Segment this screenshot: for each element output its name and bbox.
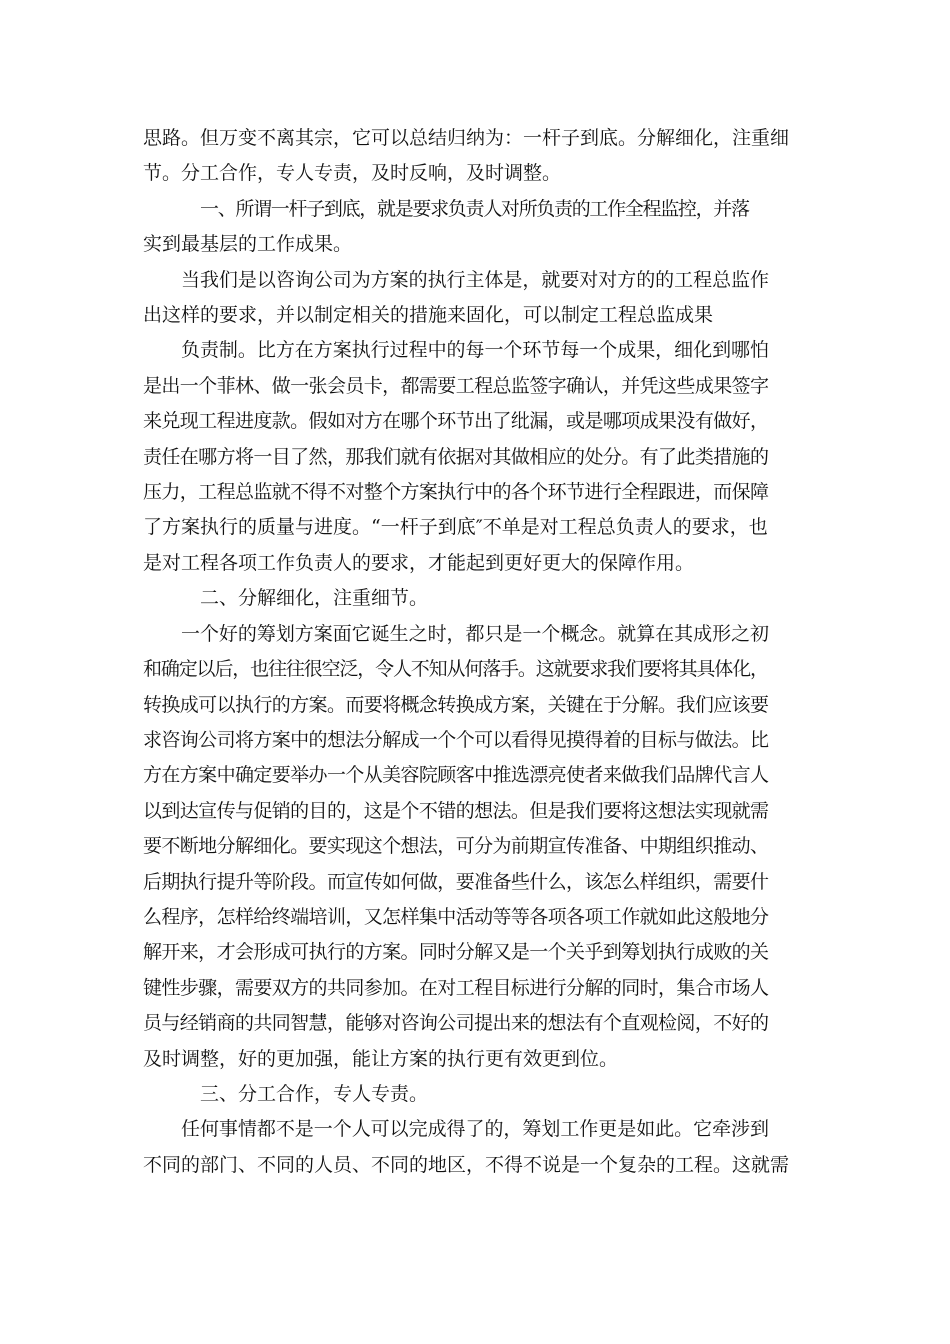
paragraph-p1 <box>143 121 807 192</box>
text-line: 二、分解细化，注重细节。 <box>200 587 429 610</box>
text-line: 解开来，才会形成可执行的方案。同时分解又是一个关乎到筹划执行成败的关 <box>143 941 769 964</box>
text-line: 后期执行提升等阶段。而宣传如何做，要准备些什么，该怎么样组织，需要什 <box>143 870 769 893</box>
text-line: 一个好的筹划方案面它诞生之时，都只是一个概念。就算在其成形之初 <box>181 622 769 645</box>
text-line: 是对工程各项工作负责人的要求，才能起到更好更大的保障作用。 <box>143 551 695 574</box>
text-line: 么程序，怎样给终端培训，又怎样集中活动等等各项各项工作就如此这般地分 <box>143 905 769 928</box>
text-line: 及时调整，好的更加强，能让方案的执行更有效更到位。 <box>143 1047 619 1070</box>
text-line: 实到最基层的工作成果。 <box>143 233 353 256</box>
paragraph-p7 <box>143 1077 807 1112</box>
text-line: 当我们是以咨询公司为方案的执行主体是，就要对对方的的工程总监作 <box>181 268 769 291</box>
text-line: 是出一个菲林、做一张会员卡，都需要工程总监签字确认，并凭这些成果签字 <box>143 374 769 397</box>
text-line: 压力，工程总监就不得不对整个方案执行中的各个环节进行全程跟进，而保障 <box>143 481 769 504</box>
text-line: 三、分工合作，专人专责。 <box>200 1082 429 1105</box>
paragraph-p4 <box>143 333 807 581</box>
text-line: 员与经销商的共同智慧，能够对咨询公司提出来的想法有个直观检阅，不好的 <box>143 1012 769 1035</box>
text-line: 和确定以后，也往往很空泛，令人不知从何落手。这就要求我们要将其具体化， <box>143 658 768 681</box>
paragraph-p5 <box>143 581 807 616</box>
text-line: 以到达宣传与促销的目的，这是个不错的想法。但是我们要将这想法实现就需 <box>143 799 769 822</box>
text-line: 转换成可以执行的方案。而要将概念转换成方案，关键在于分解。我们应该要 <box>143 693 769 716</box>
text-line: 要不断地分解细化。要实现这个想法，可分为前期宣传准备、中期组织推动、 <box>143 835 769 858</box>
text-line: 思路。但万变不离其宗，它可以总结归纳为：一杆子到底。分解细化，注重细 <box>143 127 790 149</box>
text-line: 键性步骤，需要双方的共同参加。在对工程目标进行分解的同时，集合市场人 <box>143 976 769 999</box>
text-line: 任何事情都不是一个人可以完成得了的，筹划工作更是如此。它牵涉到 <box>181 1118 769 1141</box>
text-line: 求咨询公司将方案中的想法分解成一个个可以看得见摸得着的目标与做法。比 <box>143 728 769 751</box>
text-line: 负责制。比方在方案执行过程中的每一个环节每一个成果，细化到哪怕 <box>181 339 769 362</box>
paragraph-p6 <box>143 617 807 1077</box>
paragraph-p3 <box>143 263 807 334</box>
document-body <box>143 121 807 1183</box>
text-line: 来兑现工程进度款。假如对方在哪个环节出了纰漏，或是哪项成果没有做好， <box>143 410 769 433</box>
paragraph-p8 <box>143 1112 807 1183</box>
text-line: 不同的部门、不同的人员、不同的地区，不得不说是一个复杂的工程。这就需 <box>143 1153 790 1176</box>
text-line: 节。分工合作，专人专责，及时反响，及时调整。 <box>143 162 562 185</box>
text-line: 方在方案中确定要举办一个从美容院顾客中推选漂亮使者来做我们品牌代言人 <box>143 764 769 787</box>
text-line: 责任在哪方将一目了然，那我们就有依据对其做相应的处分。有了此类措施的 <box>143 445 769 468</box>
text-line: 了方案执行的质量与进度。“一杆子到底″不单是对工程总负责人的要求，也 <box>143 516 768 539</box>
text-line: 一、所谓一杆子到底，就是要求负责人对所负责的工作全程监控，并落 <box>200 197 749 220</box>
text-line: 出这样的要求，并以制定相关的措施来固化，可以制定工程总监成果 <box>143 304 714 327</box>
paragraph-p2 <box>143 192 807 263</box>
